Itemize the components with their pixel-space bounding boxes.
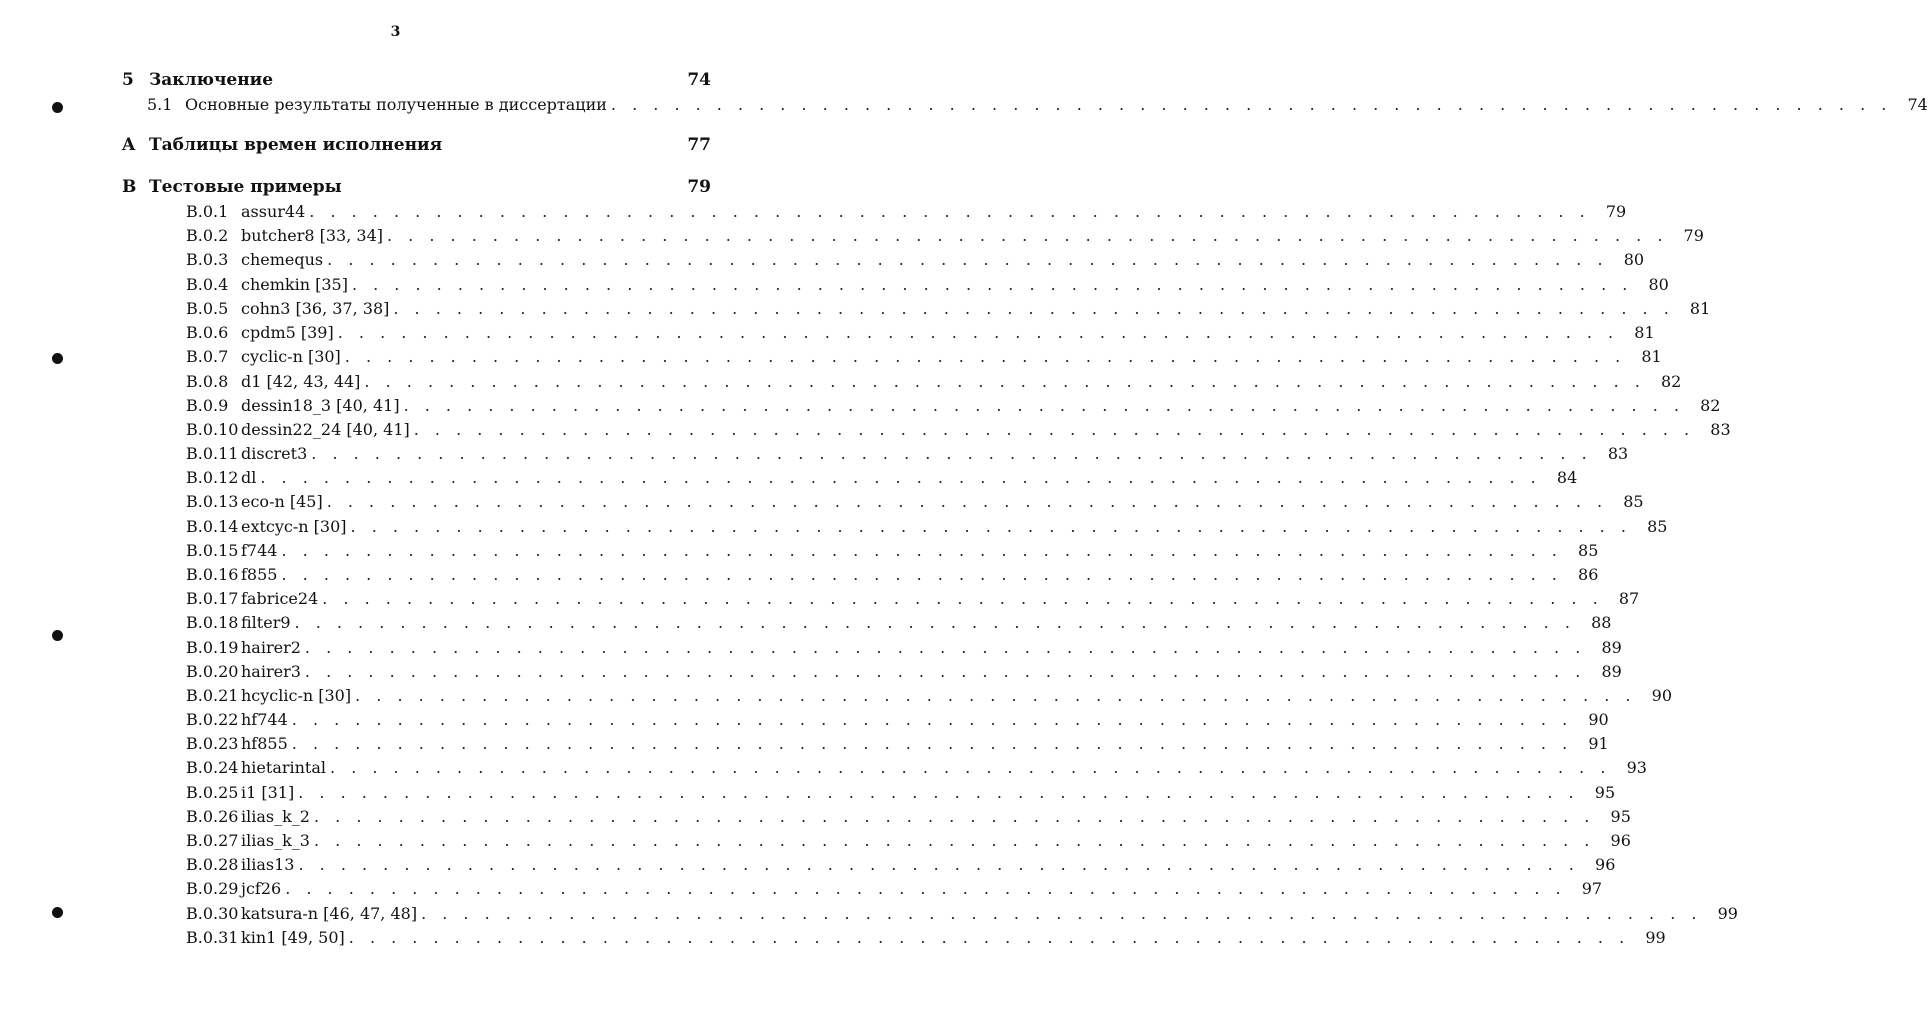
entry-page: 80 <box>1623 250 1645 269</box>
entry-number: B.0.19 <box>186 638 239 657</box>
toc-entry[interactable] <box>186 541 1599 563</box>
toc-entry[interactable] <box>186 517 1668 539</box>
toc-entry[interactable] <box>186 420 1731 442</box>
dot-leader: . . . . . . . . . . . . . . . . . . . . . . . . . . . . . . . . . . . . . . . . . . . . . . . . . . . . . . . . . . . . . <box>304 662 1586 681</box>
dot-leader: . . . . . . . . . . . . . . . . . . . . . . . . . . . . . . . . . . . . . . . . . . . . . . . . . . . . . . . . . . . . . <box>313 831 1595 850</box>
entry-page: 87 <box>1618 589 1640 608</box>
toc-entry[interactable] <box>186 807 1631 829</box>
dot-leader: . . . . . . . . . . . . . . . . . . . . . . . . . . . . . . . . . . . . . . . . . . . . . . . . . . . . . . . . . . . . . <box>327 250 1609 269</box>
entry-page: 85 <box>1623 492 1644 511</box>
dot-leader: . . . . . . . . . . . . . . . . . . . . . . . . . . . . . . . . . . . . . . . . . . . . . . . . . . . . . . . . . . . . . <box>281 565 1563 584</box>
dot-leader: . . . . . . . . . . . . . . . . . . . . . . . . . . . . . . . . . . . . . . . . . . . . . . . . . . . . . . . . . . . . . <box>291 734 1573 753</box>
dot-leader: . . . . . . . . . . . . . . . . . . . . . . . . . . . . . . . . . . . . . . . . . . . . . . . . . . . . . . . . . . . . . <box>294 613 1576 632</box>
entry-page: 95 <box>1610 807 1631 826</box>
dot-leader: . . . . . . . . . . . . . . . . . . . . . . . . . . . . . . . . . . . . . . . . . . . . . . . . . . . . . . . . . . . . . <box>304 638 1586 657</box>
toc-entry[interactable] <box>186 565 1599 587</box>
binding-hole-mark <box>52 102 63 113</box>
toc-entry[interactable] <box>186 444 1629 466</box>
chapter-number: 5 <box>122 70 134 90</box>
dot-leader: . . . . . . . . . . . . . . . . . . . . . . . . . . . . . . . . . . . . . . . . . . . . . . . . . . . . . . . . . . . . . <box>285 879 1567 898</box>
toc-entry[interactable] <box>186 372 1682 394</box>
toc-entry[interactable] <box>186 686 1673 708</box>
entry-title: f855 <box>241 565 278 584</box>
entry-title: katsura-n [46, 47, 48] <box>241 904 418 923</box>
toc-chapter[interactable] <box>122 70 711 92</box>
dot-leader: . . . . . . . . . . . . . . . . . . . . . . . . . . . . . . . . . . . . . . . . . . . . . . . . . . . . . . . . . . . . . <box>393 299 1675 318</box>
toc-section[interactable] <box>147 95 1928 117</box>
entry-number: B.0.16 <box>186 565 239 584</box>
entry-page: 86 <box>1578 565 1599 584</box>
toc-entry[interactable] <box>186 396 1721 418</box>
entry-number: B.0.15 <box>186 541 239 560</box>
entry-page: 99 <box>1717 904 1738 923</box>
entry-number: B.0.31 <box>186 928 239 947</box>
dot-leader: . . . . . . . . . . . . . . . . . . . . . . . . . . . . . . . . . . . . . . . . . . . . . . . . . . . . . . . . . . . . . <box>351 275 1633 294</box>
chapter-title: Заключение <box>149 70 274 90</box>
entry-number: B.0.6 <box>186 323 229 342</box>
entry-title: chemequs <box>241 250 324 269</box>
dot-leader: . . . . . . . . . . . . . . . . . . . . . . . . . . . . . . . . . . . . . . . . . . . . . . . . . . . . . . . . . . . . . <box>364 372 1646 391</box>
entry-title: i1 [31] <box>241 783 295 802</box>
toc-entry[interactable] <box>186 613 1612 635</box>
entry-number: B.0.24 <box>186 758 239 777</box>
entry-number: B.0.23 <box>186 734 239 753</box>
entry-number: B.0.13 <box>186 492 239 511</box>
entry-number: B.0.4 <box>186 275 229 294</box>
entry-number: B.0.25 <box>186 783 239 802</box>
toc-chapter[interactable] <box>122 177 711 199</box>
toc-entry[interactable] <box>186 904 1738 926</box>
entry-title: ilias_k_3 <box>241 831 310 850</box>
dot-leader: . . . . . . . . . . . . . . . . . . . . . . . . . . . . . . . . . . . . . . . . . . . . . . . . . . . . . . . . . . . . . <box>421 904 1702 923</box>
entry-title: dessin18_3 [40, 41] <box>241 396 400 415</box>
entry-number: B.0.26 <box>186 807 239 826</box>
chapter-title: Тестовые примеры <box>149 177 342 197</box>
entry-page: 79 <box>1683 226 1704 245</box>
toc-entry[interactable] <box>186 758 1647 780</box>
toc-chapter[interactable] <box>122 135 711 157</box>
toc-entry[interactable] <box>186 589 1640 611</box>
entry-page: 81 <box>1634 323 1655 342</box>
entry-title: chemkin [35] <box>241 275 348 294</box>
entry-number: B.0.20 <box>186 662 239 681</box>
entry-page: 83 <box>1710 420 1731 439</box>
entry-page: 79 <box>1605 202 1627 221</box>
chapter-page: 79 <box>687 177 711 197</box>
entry-number: B.0.5 <box>186 299 229 318</box>
entry-title: butcher8 [33, 34] <box>241 226 383 245</box>
toc-entry[interactable] <box>186 831 1631 853</box>
entry-title: ilias_k_2 <box>241 807 310 826</box>
binding-hole-mark <box>52 907 63 918</box>
toc-entry[interactable] <box>186 662 1622 684</box>
entry-page: 81 <box>1641 347 1662 366</box>
dot-leader: . . . . . . . . . . . . . . . . . . . . . . . . . . . . . . . . . . . . . . . . . . . . . . . . . . . . . . . . . . . . . <box>344 347 1626 366</box>
entry-title: hf744 <box>241 710 288 729</box>
toc-entry[interactable] <box>186 250 1645 272</box>
entry-number: B.0.22 <box>186 710 239 729</box>
binding-hole-mark <box>52 353 63 364</box>
toc-entry[interactable] <box>186 879 1603 901</box>
entry-page: 96 <box>1595 855 1616 874</box>
dot-leader: . . . . . . . . . . . . . . . . . . . . . . . . . . . . . . . . . . . . . . . . . . . . . . . . . . . . . . . . . . . . . <box>610 95 1892 114</box>
entry-title: hietarintal <box>241 758 327 777</box>
dot-leader: . . . . . . . . . . . . . . . . . . . . . . . . . . . . . . . . . . . . . . . . . . . . . . . . . . . . . . . . . . . . . <box>413 420 1695 439</box>
toc-entry[interactable] <box>186 323 1655 345</box>
entry-page: 96 <box>1610 831 1631 850</box>
entry-page: 85 <box>1647 517 1668 536</box>
dot-leader: . . . . . . . . . . . . . . . . . . . . . . . . . . . . . . . . . . . . . . . . . . . . . . . . . . . . . . . . . . . . . <box>403 396 1685 415</box>
entry-page: 90 <box>1588 710 1609 729</box>
entry-page: 97 <box>1581 879 1603 898</box>
dot-leader: . . . . . . . . . . . . . . . . . . . . . . . . . . . . . . . . . . . . . . . . . . . . . . . . . . . . . . . . . . . . . <box>260 468 1542 487</box>
dot-leader: . . . . . . . . . . . . . . . . . . . . . . . . . . . . . . . . . . . . . . . . . . . . . . . . . . . . . . . . . . . . . <box>281 541 1563 560</box>
entry-page: 99 <box>1645 928 1666 947</box>
dot-leader: . . . . . . . . . . . . . . . . . . . . . . . . . . . . . . . . . . . . . . . . . . . . . . . . . . . . . . . . . . . . . <box>298 783 1580 802</box>
dot-leader: . . . . . . . . . . . . . . . . . . . . . . . . . . . . . . . . . . . . . . . . . . . . . . . . . . . . . . . . . . . . . <box>387 226 1668 245</box>
entry-number: B.0.9 <box>186 396 229 415</box>
binding-hole-mark <box>52 630 63 641</box>
toc-entry[interactable] <box>186 226 1704 248</box>
entry-page: 89 <box>1601 662 1622 681</box>
entry-title: filter9 <box>241 613 291 632</box>
entry-title: cyclic-n [30] <box>241 347 341 366</box>
chapter-page: 74 <box>687 70 711 90</box>
section-title: Основные результаты полученные в диссертации <box>185 95 607 114</box>
entry-title: d1 [42, 43, 44] <box>241 372 361 391</box>
entry-page: 90 <box>1651 686 1673 705</box>
toc-entry[interactable] <box>186 202 1627 224</box>
entry-number: B.0.29 <box>186 879 239 898</box>
toc-entry[interactable] <box>186 299 1711 321</box>
dot-leader: . . . . . . . . . . . . . . . . . . . . . . . . . . . . . . . . . . . . . . . . . . . . . . . . . . . . . . . . . . . . . <box>330 758 1611 777</box>
chapter-number: A <box>122 135 136 155</box>
entry-title: discret3 <box>241 444 308 463</box>
dot-leader: . . . . . . . . . . . . . . . . . . . . . . . . . . . . . . . . . . . . . . . . . . . . . . . . . . . . . . . . . . . . . <box>309 202 1591 221</box>
entry-number: B.0.27 <box>186 831 239 850</box>
entry-number: B.0.18 <box>186 613 239 632</box>
toc-entry[interactable] <box>186 928 1666 950</box>
entry-title: ilias13 <box>241 855 295 874</box>
entry-number: B.0.14 <box>186 517 239 536</box>
dot-leader: . . . . . . . . . . . . . . . . . . . . . . . . . . . . . . . . . . . . . . . . . . . . . . . . . . . . . . . . . . . . . <box>291 710 1573 729</box>
entry-title: hcyclic-n [30] <box>241 686 352 705</box>
toc-entry[interactable] <box>186 347 1662 369</box>
entry-page: 85 <box>1578 541 1599 560</box>
entry-number: B.0.28 <box>186 855 239 874</box>
entry-number: B.0.3 <box>186 250 229 269</box>
toc-entry[interactable] <box>186 710 1609 732</box>
entry-page: 88 <box>1591 613 1612 632</box>
entry-number: B.0.17 <box>186 589 239 608</box>
entry-title: hairer3 <box>241 662 301 681</box>
entry-title: assur44 <box>241 202 306 221</box>
entry-number: B.0.2 <box>186 226 229 245</box>
entry-title: jcf26 <box>241 879 282 898</box>
entry-page: 95 <box>1594 783 1616 802</box>
page-number: 3 <box>390 24 401 40</box>
entry-number: B.0.1 <box>186 202 229 221</box>
entry-number: B.0.30 <box>186 904 239 923</box>
toc-entry[interactable] <box>186 492 1644 514</box>
entry-page: 82 <box>1700 396 1721 415</box>
entry-title: cohn3 [36, 37, 38] <box>241 299 390 318</box>
dot-leader: . . . . . . . . . . . . . . . . . . . . . . . . . . . . . . . . . . . . . . . . . . . . . . . . . . . . . . . . . . . . . <box>350 517 1632 536</box>
entry-number: B.0.8 <box>186 372 229 391</box>
toc-entry[interactable] <box>186 855 1616 877</box>
entry-page: 84 <box>1556 468 1578 487</box>
entry-page: 89 <box>1601 638 1622 657</box>
toc-entry[interactable] <box>186 468 1578 490</box>
entry-title: f744 <box>241 541 278 560</box>
entry-number: B.0.10 <box>186 420 239 439</box>
chapter-number: B <box>122 177 137 197</box>
dot-leader: . . . . . . . . . . . . . . . . . . . . . . . . . . . . . . . . . . . . . . . . . . . . . . . . . . . . . . . . . . . . . <box>311 444 1593 463</box>
entry-number: B.0.7 <box>186 347 229 366</box>
section-page: 74 <box>1907 95 1928 114</box>
toc-entry[interactable] <box>186 783 1616 805</box>
dot-leader: . . . . . . . . . . . . . . . . . . . . . . . . . . . . . . . . . . . . . . . . . . . . . . . . . . . . . . . . . . . . . <box>326 492 1608 511</box>
entry-title: cpdm5 [39] <box>241 323 334 342</box>
toc-entry[interactable] <box>186 734 1609 756</box>
entry-page: 91 <box>1588 734 1609 753</box>
dot-leader: . . . . . . . . . . . . . . . . . . . . . . . . . . . . . . . . . . . . . . . . . . . . . . . . . . . . . . . . . . . . . <box>322 589 1604 608</box>
dot-leader: . . . . . . . . . . . . . . . . . . . . . . . . . . . . . . . . . . . . . . . . . . . . . . . . . . . . . . . . . . . . . <box>313 807 1595 826</box>
dot-leader: . . . . . . . . . . . . . . . . . . . . . . . . . . . . . . . . . . . . . . . . . . . . . . . . . . . . . . . . . . . . . <box>348 928 1630 947</box>
dot-leader: . . . . . . . . . . . . . . . . . . . . . . . . . . . . . . . . . . . . . . . . . . . . . . . . . . . . . . . . . . . . . <box>355 686 1637 705</box>
entry-number: B.0.12 <box>186 468 239 487</box>
entry-title: hf855 <box>241 734 288 753</box>
dot-leader: . . . . . . . . . . . . . . . . . . . . . . . . . . . . . . . . . . . . . . . . . . . . . . . . . . . . . . . . . . . . . <box>298 855 1580 874</box>
toc-entry[interactable] <box>186 638 1622 660</box>
toc-entry[interactable] <box>186 275 1669 297</box>
entry-page: 93 <box>1626 758 1647 777</box>
entry-title: eco-n [45] <box>241 492 323 511</box>
chapter-title: Таблицы времен исполнения <box>149 135 443 155</box>
entry-number: B.0.11 <box>186 444 239 463</box>
entry-page: 82 <box>1660 372 1682 391</box>
entry-page: 83 <box>1607 444 1629 463</box>
section-number: 5.1 <box>147 95 173 114</box>
entry-page: 80 <box>1648 275 1669 294</box>
entry-title: dessin22_24 [40, 41] <box>241 420 410 439</box>
entry-title: fabrice24 <box>241 589 319 608</box>
chapter-page: 77 <box>687 135 711 155</box>
dot-leader: . . . . . . . . . . . . . . . . . . . . . . . . . . . . . . . . . . . . . . . . . . . . . . . . . . . . . . . . . . . . . <box>337 323 1619 342</box>
entry-page: 81 <box>1689 299 1711 318</box>
entry-title: hairer2 <box>241 638 301 657</box>
entry-title: dl <box>241 468 257 487</box>
entry-title: extcyc-n [30] <box>241 517 347 536</box>
entry-number: B.0.21 <box>186 686 239 705</box>
entry-title: kin1 [49, 50] <box>241 928 345 947</box>
